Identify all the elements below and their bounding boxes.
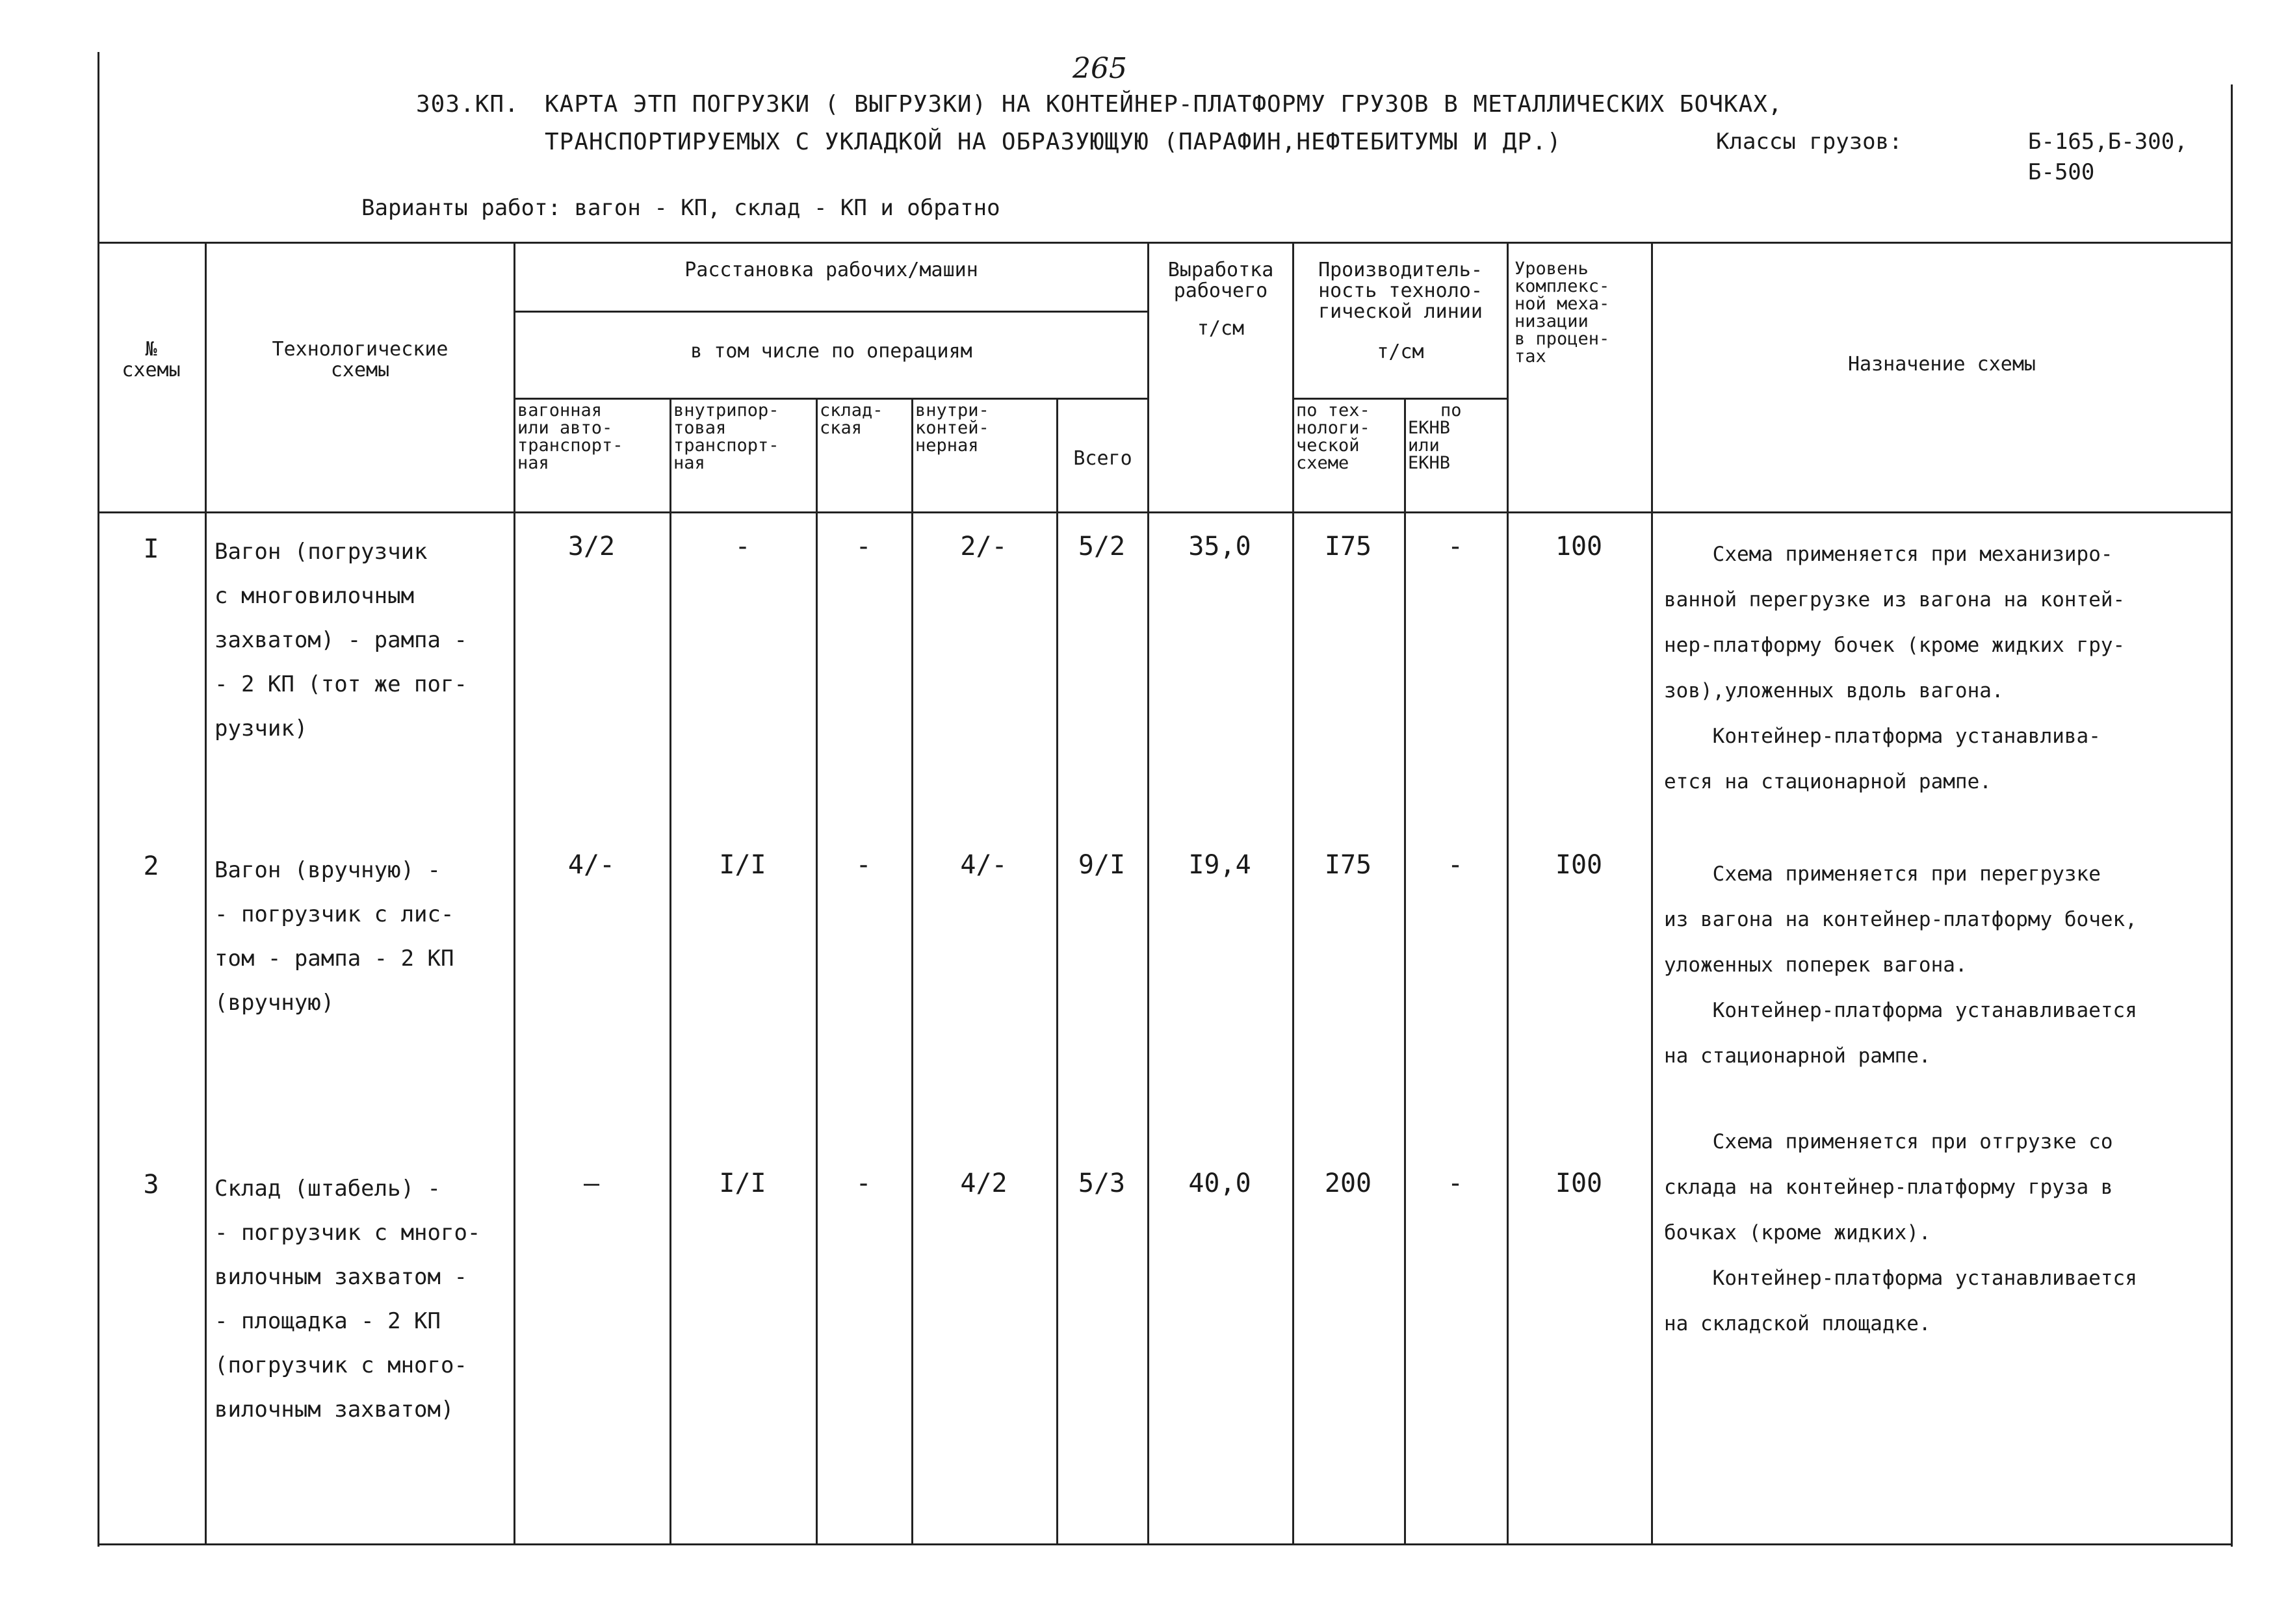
row-2-mechanization: I00	[1555, 850, 1603, 880]
page-frame-left	[98, 52, 99, 1547]
row-2-tech-scheme: Вагон (вручную) - - погрузчик с лис- том - рампа - 2 КП (вручную)	[214, 857, 454, 1016]
row-2-productivity-ekhnv: -	[1447, 850, 1464, 880]
document-title-line-1: КАРТА ЭТП ПОГРУЗКИ ( ВЫГРУЗКИ) НА КОНТЕЙНЕР-ПЛАТФОРМУ ГРУЗОВ В МЕТАЛЛИЧЕСКИХ БОЧКАХ,	[545, 91, 1783, 118]
column-divider	[1292, 242, 1294, 1543]
row-2-number: 2	[143, 851, 159, 881]
row-3-output: 40,0	[1188, 1168, 1251, 1198]
header-line-productivity: Производитель- ность техноло- гической линии т/см	[1318, 259, 1483, 363]
row-3-tech-scheme: Склад (штабель) - - погрузчик с много- вилочным захватом - - площадка - 2 КП (погрузчик с много- вилочным захватом)	[214, 1176, 481, 1423]
column-divider	[514, 242, 515, 1543]
cargo-classes-label: Классы грузов:	[1716, 129, 1903, 155]
row-2-total: 9/I	[1078, 850, 1126, 880]
header-warehouse: склад- ская	[820, 400, 883, 438]
column-divider	[1404, 398, 1406, 1543]
row-3-number: 3	[143, 1170, 159, 1200]
column-divider	[1056, 398, 1058, 1543]
column-divider	[816, 398, 818, 1543]
row-1-warehouse: -	[855, 532, 872, 561]
header-total: Всего	[1073, 447, 1132, 470]
header-divider-operations	[514, 398, 1147, 400]
header-intra-port-transport: внутрипор- товая транспорт- ная	[673, 400, 779, 473]
row-1-productivity-ekhnv: -	[1447, 532, 1464, 561]
table-bottom-border	[98, 1543, 2233, 1545]
header-mechanization-level: Уровень комплекс- ной меха- низации в процен- тах	[1514, 259, 1610, 367]
header-technological-schemes: Технологические схемы	[272, 338, 448, 381]
row-2-wagon: 4/-	[567, 850, 616, 880]
row-3-productivity-scheme: 200	[1324, 1168, 1372, 1198]
column-divider	[670, 398, 671, 1543]
header-scheme-purpose: Назначение схемы	[1848, 353, 2036, 376]
row-2-output: I9,4	[1188, 850, 1251, 880]
row-1-total: 5/2	[1078, 532, 1126, 561]
column-divider	[1507, 242, 1509, 1543]
row-1-intra-port: -	[734, 532, 751, 561]
row-1-tech-scheme: Вагон (погрузчик с многовилочным захватом) - рампа - - 2 КП (тот же пог- рузчик)	[214, 539, 467, 741]
row-2-purpose: Схема применяется при перегрузке из вагона на контейнер-платформу бочек, уложенных поперек вагона. Контейнер-платформа устанавливается на стационарной рампе.	[1664, 862, 2137, 1068]
header-wagon-operations: вагонная или авто- транспорт- ная	[517, 400, 623, 473]
column-divider	[1147, 242, 1149, 1543]
header-worker-output: Выработка рабочего т/см	[1167, 259, 1274, 340]
header-by-operations: в том числе по операциям	[690, 340, 972, 363]
header-bottom-border	[98, 511, 2233, 513]
cargo-classes-value-2: Б-500	[2028, 159, 2095, 185]
row-1-productivity-scheme: I75	[1324, 532, 1372, 561]
row-3-total: 5/3	[1078, 1168, 1126, 1198]
column-divider	[911, 398, 913, 1543]
row-2-warehouse: -	[855, 850, 872, 880]
row-3-warehouse: -	[855, 1168, 872, 1198]
page-number: 265	[1072, 52, 1127, 85]
header-productivity-by-ekhnv: по ЕКНВ или ЕКНВ	[1408, 400, 1462, 473]
work-variants: Варианты работ: вагон - КП, склад - КП и обратно	[361, 195, 1000, 221]
document-code: 303.КП.	[416, 91, 519, 118]
table-top-border	[98, 242, 2233, 244]
header-divider-placement	[514, 311, 1147, 313]
document-title-line-2: ТРАНСПОРТИРУЕМЫХ С УКЛАДКОЙ НА ОБРАЗУЮЩУЮ (ПАРАФИН,НЕФТЕБИТУМЫ И ДР.)	[545, 129, 1562, 155]
row-1-mechanization: 100	[1555, 532, 1603, 561]
row-3-wagon: —	[583, 1168, 600, 1198]
header-scheme-number: № схемы	[122, 338, 181, 381]
row-3-mechanization: I00	[1555, 1168, 1603, 1198]
row-3-purpose: Схема применяется при отгрузке со склада на контейнер-платформу груза в бочках (кроме жидких). Контейнер-платформа устанавливается на складской площадке.	[1664, 1130, 2137, 1335]
column-divider	[1651, 242, 1653, 1543]
row-3-productivity-ekhnv: -	[1447, 1168, 1464, 1198]
cargo-classes-value-1: Б-165,Б-300,	[2028, 129, 2188, 155]
column-divider	[205, 242, 207, 1543]
page-frame-right	[2231, 84, 2233, 1547]
row-3-intra-container: 4/2	[960, 1168, 1008, 1198]
header-worker-placement: Расстановка рабочих/машин	[684, 259, 978, 281]
row-2-intra-port: I/I	[719, 850, 766, 880]
row-1-output: 35,0	[1188, 532, 1251, 561]
header-divider-productivity	[1292, 398, 1507, 400]
row-1-purpose: Схема применяется при механизиро- ванной перегрузке из вагона на контей- нер-платформу бочек (кроме жидких гру- зов),уложенных вдоль вагона. Контейнер-платформа устанавлива- ется на стационарной рампе.	[1664, 543, 2126, 793]
row-2-productivity-scheme: I75	[1324, 850, 1372, 880]
header-intra-container: внутри- контей- нерная	[915, 400, 989, 456]
row-1-number: I	[143, 534, 159, 564]
header-productivity-by-scheme: по тех- нологи- ческой схеме	[1296, 400, 1370, 473]
row-2-intra-container: 4/-	[960, 850, 1008, 880]
row-1-intra-container: 2/-	[960, 532, 1008, 561]
row-1-wagon: 3/2	[567, 532, 616, 561]
row-3-intra-port: I/I	[719, 1168, 766, 1198]
